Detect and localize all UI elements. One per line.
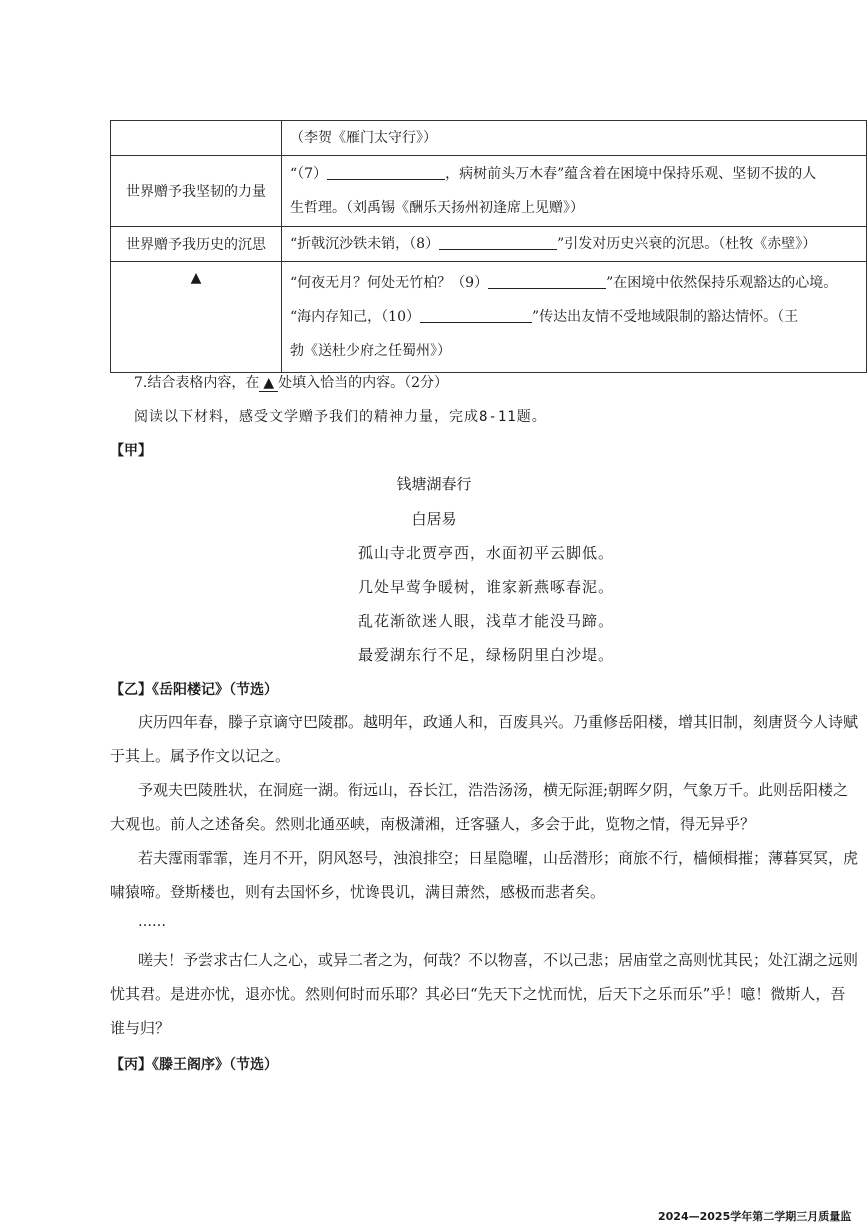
answer-blank-9[interactable] bbox=[488, 274, 606, 289]
prose-paragraph: 庆历四年春，滕子京谪守巴陵郡。越明年，政通人和，百废具兴。乃重修岳阳楼，增其旧制，刻唐贤今人诗赋于其上。属予作文以记之。 bbox=[110, 713, 859, 765]
table-row bbox=[111, 121, 867, 156]
poem-line: 乱花渐欲迷人眼，浅草才能没马蹄。 bbox=[358, 612, 615, 630]
poem-line: 几处早莺争暖树，谁家新燕啄春泥。 bbox=[358, 578, 615, 596]
section-bing-tag: 【丙】《滕王阁序》（节选） bbox=[110, 1057, 278, 1073]
triangle-placeholder-cell: ▲ bbox=[111, 262, 282, 373]
table-content-cell bbox=[282, 121, 867, 156]
row-text: ”传达出友情不受地域限制的豁达情怀。（王 bbox=[531, 309, 799, 325]
row-text: ”在困境中依然保持乐观豁达的心境。 bbox=[606, 275, 838, 291]
row-text: 生哲理。（刘禹锡《酬乐天扬州初逢席上见赠》） bbox=[290, 200, 584, 216]
page-footer: 2024—2025学年第二学期三月质量监 bbox=[658, 1210, 852, 1223]
section-jia-tag: 【甲】 bbox=[110, 443, 152, 459]
triangle-mark: ▲ bbox=[259, 375, 278, 392]
row-text: “折戟沉沙铁未销，（8） bbox=[290, 236, 440, 252]
row-text: “海内存知己，（10） bbox=[290, 309, 420, 325]
table-row bbox=[111, 156, 867, 227]
answer-blank-8[interactable] bbox=[439, 235, 557, 250]
row-text: “何夜无月？何处无竹柏？（9） bbox=[290, 275, 489, 291]
section-yi-tag: 【乙】《岳阳楼记》（节选） bbox=[110, 682, 278, 698]
table-content-cell bbox=[282, 227, 867, 262]
poem-line: 最爱湖东行不足，绿杨阴里白沙堤。 bbox=[358, 646, 615, 664]
question-7: 7.结合表格内容，在 ▲ 处填入恰当的内容。（2分） bbox=[134, 375, 449, 391]
poem-author: 白居易 bbox=[411, 510, 457, 528]
table-row bbox=[111, 262, 867, 373]
poem-line: 孤山寺北贾亭西，水面初平云脚低。 bbox=[358, 544, 615, 562]
table-label-cell: 世界赠予我历史的沉思 bbox=[111, 227, 282, 262]
answer-blank-7[interactable] bbox=[327, 165, 445, 180]
citation-text: （李贺《雁门太守行》） bbox=[290, 130, 437, 146]
row-text: “（7） bbox=[290, 166, 328, 182]
ellipsis: …… bbox=[138, 914, 166, 930]
prose-paragraph: 若夫霪雨霏霏，连月不开，阴风怒号，浊浪排空；日星隐曜，山岳潜形；商旅不行，樯倾楫摧；薄暮冥冥，虎啸猿啼。登斯楼也，则有去国怀乡，忧谗畏讥，满目萧然，感极而悲者矣。 bbox=[110, 849, 859, 901]
table-row bbox=[111, 227, 867, 262]
prose-paragraph: 予观夫巴陵胜状，在洞庭一湖。衔远山，吞长江，浩浩汤汤，横无际涯;朝晖夕阴，气象万千。此则岳阳楼之大观也。前人之述备矣。然则北通巫峡，南极潇湘，迁客骚人，多会于此，览物之情，得无异乎？ bbox=[110, 781, 849, 833]
prose-paragraph: 嗟夫！予尝求古仁人之心，或异二者之为，何哉？不以物喜，不以己悲；居庙堂之高则忧其民；处江湖之远则忧其君。是进亦忧，退亦忧。然则何时而乐耶？其必曰“先天下之忧而忧，后天下之乐而乐”乎！噫！微斯人，吾谁与归？ bbox=[110, 951, 859, 1037]
row-text: ”引发对历史兴衰的沉思。（杜牧《赤壁》） bbox=[557, 236, 817, 252]
table-content-cell bbox=[282, 262, 867, 373]
table-content-cell bbox=[282, 156, 867, 227]
row-text: ，病树前头万木春”蕴含着在困境中保持乐观、坚韧不拔的人 bbox=[445, 166, 817, 182]
poem-title: 钱塘湖春行 bbox=[396, 475, 472, 493]
poetry-table bbox=[110, 120, 867, 373]
answer-blank-10[interactable] bbox=[420, 308, 532, 323]
table-label-cell bbox=[111, 121, 282, 156]
reading-instructions: 阅读以下材料，感受文学赠予我们的精神力量，完成8-11题。 bbox=[134, 409, 547, 425]
table-label-cell: 世界赠予我坚韧的力量 bbox=[111, 156, 282, 227]
row-text: 勃《送杜少府之任蜀州》） bbox=[290, 343, 451, 359]
